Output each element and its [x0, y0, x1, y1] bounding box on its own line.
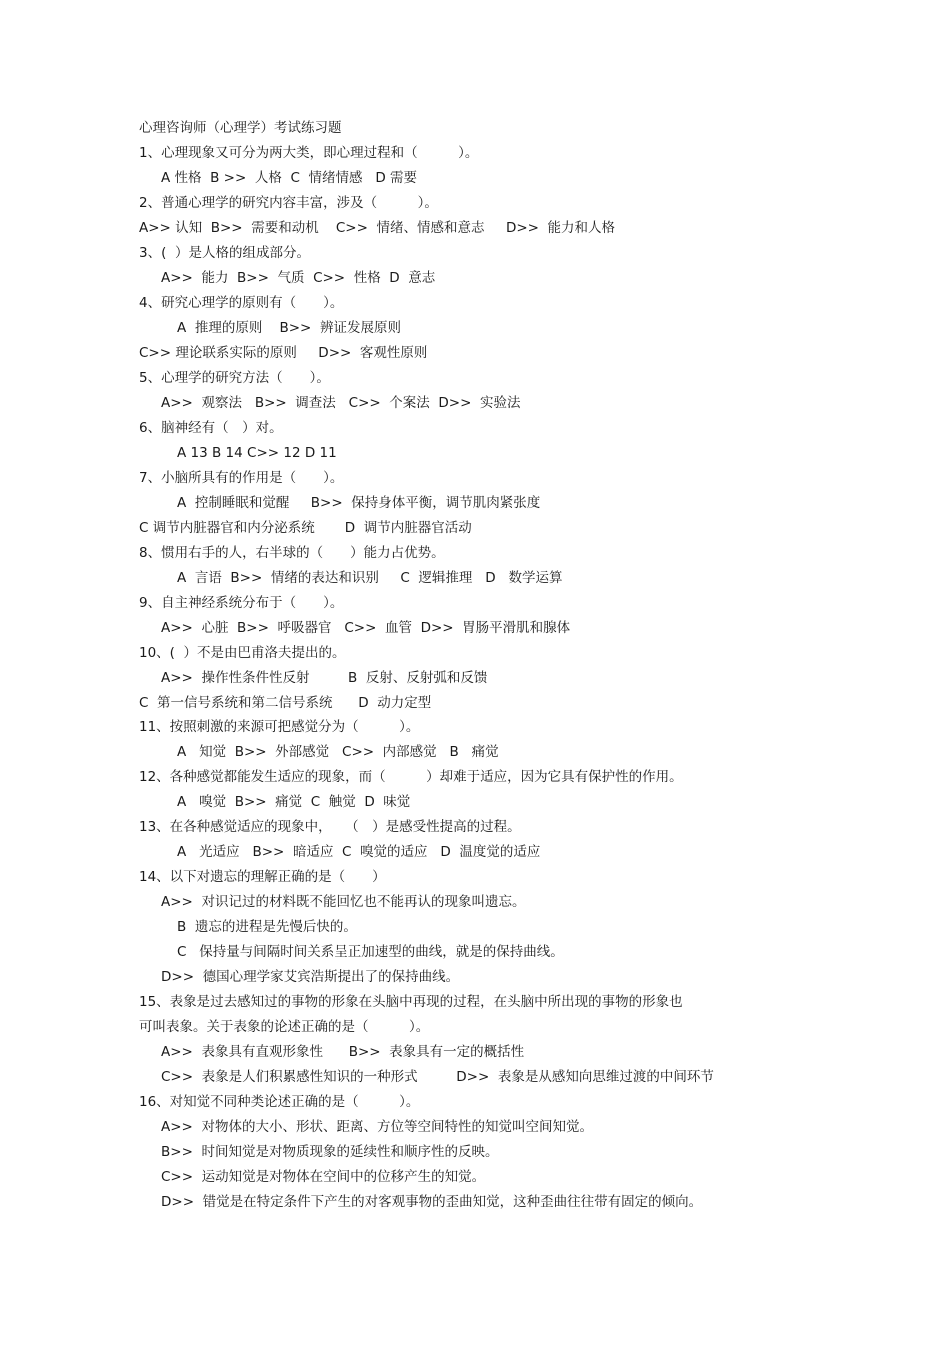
question-5: 5、心理学的研究方法（ ）。 — [139, 370, 330, 386]
question-6: 6、脑神经有（ ）对。 — [139, 420, 283, 436]
option-16c: C>> 运动知觉是对物体在空间中的位移产生的知觉。 — [161, 1169, 486, 1185]
option-14d: D>> 德国心理学家艾宾浩斯提出了的保持曲线。 — [161, 969, 460, 985]
question-7: 7、小脑所具有的作用是（ ）。 — [139, 470, 344, 486]
options-4a: A 推理的原则 B>> 辨证发展原则 — [177, 320, 401, 336]
question-4: 4、研究心理学的原则有（ ）。 — [139, 295, 344, 311]
options-8: A 言语 B>> 情绪的表达和识别 C 逻辑推理 D 数学运算 — [177, 570, 563, 586]
question-11: 11、按照刺激的来源可把感觉分为（ ）。 — [139, 719, 420, 735]
option-14c: C 保持量与间隔时间关系呈正加速型的曲线，就是的保持曲线。 — [177, 944, 564, 960]
options-1: A 性格 B >> 人格 C 情绪情感 D 需要 — [161, 170, 418, 186]
options-10b: C 第一信号系统和第二信号系统 D 动力定型 — [139, 695, 432, 711]
question-9: 9、自主神经系统分布于（ ）。 — [139, 595, 344, 611]
options-15a: A>> 表象具有直观形象性 B>> 表象具有一定的概括性 — [161, 1044, 525, 1060]
options-11: A 知觉 B>> 外部感觉 C>> 内部感觉 B 痛觉 — [177, 744, 499, 760]
question-12: 12、各种感觉都能发生适应的现象，而（ ）却难于适应，因为它具有保护性的作用。 — [139, 769, 683, 785]
document-title: 心理咨询师（心理学）考试练习题 — [139, 120, 342, 136]
options-5: A>> 观察法 B>> 调查法 C>> 个案法 D>> 实验法 — [161, 395, 521, 411]
option-16d: D>> 错觉是在特定条件下产生的对客观事物的歪曲知觉，这种歪曲往往带有固定的倾向。 — [161, 1194, 703, 1210]
question-3: 3、( ）是人格的组成部分。 — [139, 245, 310, 261]
question-10: 10、( ）不是由巴甫洛夫提出的。 — [139, 645, 346, 661]
question-2: 2、普通心理学的研究内容丰富，涉及（ ）。 — [139, 195, 438, 211]
options-2: A>> 认知 B>> 需要和动机 C>> 情绪、情感和意志 D>> 能力和人格 — [139, 220, 616, 236]
options-10a: A>> 操作性条件性反射 B 反射、反射弧和反馈 — [161, 670, 488, 686]
options-7a: A 控制睡眠和觉醒 B>> 保持身体平衡，调节肌肉紧张度 — [177, 495, 541, 511]
options-7b: C 调节内脏器官和内分泌系统 D 调节内脏器官活动 — [139, 520, 472, 536]
options-15b: C>> 表象是人们积累感性知识的一种形式 D>> 表象是从感知向思维过渡的中间环节 — [161, 1069, 714, 1085]
question-8: 8、惯用右手的人，右半球的（ ）能力占优势。 — [139, 545, 445, 561]
question-14: 14、以下对遗忘的理解正确的是（ ） — [139, 869, 386, 885]
options-6: A 13 B 14 C>> 12 D 11 — [177, 445, 337, 461]
option-14a: A>> 对识记过的材料既不能回忆也不能再认的现象叫遗忘。 — [161, 894, 526, 910]
question-16: 16、对知觉不同种类论述正确的是（ ）。 — [139, 1094, 420, 1110]
option-14b: B 遗忘的进程是先慢后快的。 — [177, 919, 357, 935]
options-3: A>> 能力 B>> 气质 C>> 性格 D 意志 — [161, 270, 436, 286]
option-16a: A>> 对物体的大小、形状、距离、方位等空间特性的知觉叫空间知觉。 — [161, 1119, 593, 1135]
option-16b: B>> 时间知觉是对物质现象的延续性和顺序性的反映。 — [161, 1144, 499, 1160]
options-12: A 嗅觉 B>> 痛觉 C 触觉 D 味觉 — [177, 794, 411, 810]
options-4b: C>> 理论联系实际的原则 D>> 客观性原则 — [139, 345, 428, 361]
options-9: A>> 心脏 B>> 呼吸器官 C>> 血管 D>> 胃肠平滑肌和腺体 — [161, 620, 571, 636]
options-13: A 光适应 B>> 暗适应 C 嗅觉的适应 D 温度觉的适应 — [177, 844, 541, 860]
question-1: 1、心理现象又可分为两大类，即心理过程和（ ）。 — [139, 145, 479, 161]
question-13: 13、在各种感觉适应的现象中， （ ）是感受性提高的过程。 — [139, 819, 521, 835]
question-15-line2: 可叫表象。关于表象的论述正确的是（ ）。 — [139, 1019, 430, 1035]
question-15-line1: 15、表象是过去感知过的事物的形象在头脑中再现的过程，在头脑中所出现的事物的形象也 — [139, 994, 683, 1010]
